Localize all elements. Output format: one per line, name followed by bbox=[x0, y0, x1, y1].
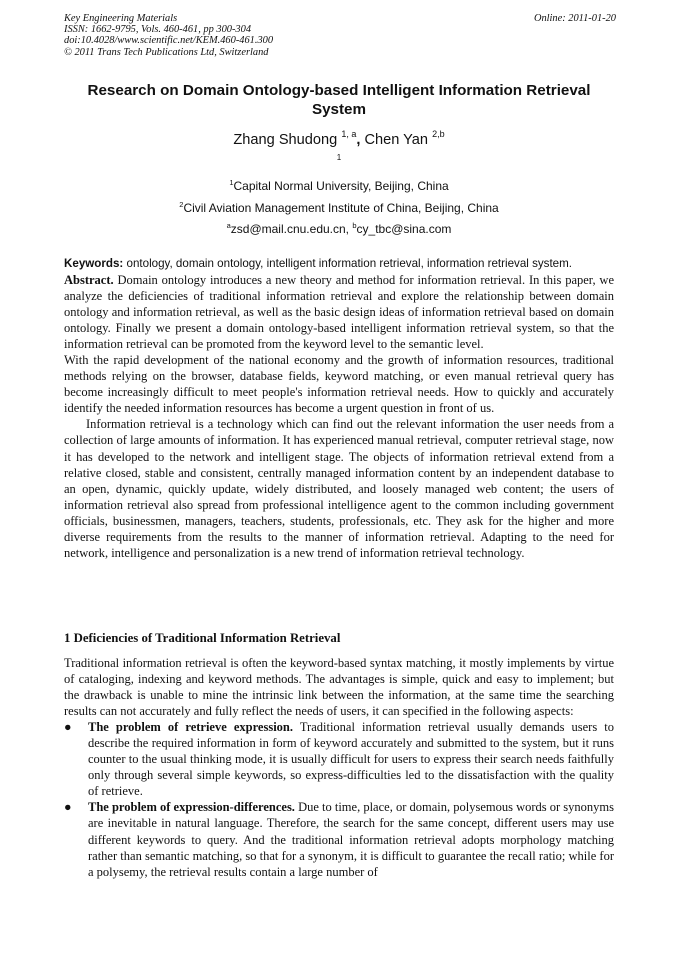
online-date: Online: 2011-01-20 bbox=[533, 13, 616, 24]
affiliation-2-mark: 2 bbox=[179, 200, 184, 209]
affiliation-1 bbox=[0, 179, 678, 193]
journal-name: Key Engineering Materials bbox=[64, 13, 178, 24]
email-b: cy_tbc@sina.com bbox=[356, 222, 452, 236]
copyright-line: © 2011 Trans Tech Publications Ltd, Switzerland bbox=[64, 46, 269, 58]
intro-paragraph-2: Information retrieval is a technology which can find out the relevant information the user needs from a collection of large amounts of information. It has experienced manual retrieval, computer retrieval stage, now it has developed to the network and intelligent stage. The objects of information retrieval extend from a relative closed, stable and consistent, centrally managed information content by an independent database to an open, dynamic, quickly update, widely distributed, and loosely managed web content; the users of information retrieval also spread from professional intelligence agent to the common including government officials, businessmen, managers, teachers, students, professionals, etc. They ask for the higher and more diverse requirements from the results to the manner of information retrieval. Adapting to the need for network, intelligence and personalization is a new trend of information retrieval technology. bbox=[64, 417, 614, 560]
list-item bbox=[64, 799, 614, 879]
section-1-paragraph: Traditional information retrieval is often the keyword-based syntax matching, it mostly implements by virtue of cataloging, indexing and keyword methods. The advantages is simple, quick and easy to implement; but the drawback is unable to mine the intrinsic link between the information, at the same time the searching results can not accurately and fully reflect the needs of users, it can specified in the following aspects: bbox=[64, 656, 614, 719]
journal-header bbox=[64, 13, 616, 58]
deficiency-list bbox=[64, 719, 614, 879]
abstract-text: Domain ontology introduces a new theory and method for information retrieval. In this paper, we analyze the deficiencies of traditional information retrieval and explore the relationship between domain ontology and information retrieval, as well as the basic design ideas of information retrieval based on domain ontology. Finally we present a domain ontology-based intelligent information retrieval system, so that the information retrieval can be promoted from the keyword level to the semantic level. bbox=[64, 273, 615, 352]
author-2: Chen Yan bbox=[364, 132, 429, 148]
section-1-body bbox=[64, 655, 614, 880]
affiliation-1-text: Capital Normal University, Beijing, China bbox=[233, 179, 449, 193]
affiliation-2-text: Civil Aviation Management Institute of China, Beijing, China bbox=[183, 201, 499, 215]
list-item-text: Traditional information retrieval usually demands users to describe the required information in form of keyword accurately and submitted to the system, but it runs counter to the usual thinking mode, it is usually difficult for users to express their search needs faithfully only through several simple keywords, so express-difficulties led to the dissatisfaction with the quality of retrieve. bbox=[88, 720, 614, 799]
list-item-text: Due to time, place, or domain, polysemous words or synonyms are inevitable in natural language. Therefore, the search for the same concept, different users may use different keywords to query. And the traditional information retrieval adopts morphology matching rather than semantic matching, so that for a synonym, it is difficult to guarantee the recall ratio; while for a polysemy, the retrieval results contain a large number of bbox=[88, 800, 614, 879]
intro-paragraph-1: With the rapid development of the national economy and the growth of information resources, traditional methods relying on the browser, database fields, keyword matching, or even manual retrieval query has become increasingly difficult to meet people's information retrieval needs. How to quickly and accurately identify the needed information resources has become a urgent question in front of us. bbox=[64, 353, 614, 416]
keywords-text: ontology, domain ontology, intelligent information retrieval, information retrieval system. bbox=[126, 257, 573, 270]
email-line bbox=[0, 222, 678, 236]
stray-superscript: 1 bbox=[336, 153, 342, 162]
author-1-superscript: 1, a bbox=[341, 129, 357, 139]
keywords bbox=[64, 256, 614, 272]
list-item-title: The problem of retrieve expression. bbox=[88, 720, 293, 735]
section-1-heading: 1 Deficiencies of Traditional Information Retrieval bbox=[64, 631, 341, 645]
author-separator: , bbox=[356, 132, 361, 148]
abstract-label: Abstract. bbox=[64, 273, 114, 287]
list-item bbox=[64, 719, 614, 799]
affiliation-1-mark: 1 bbox=[229, 178, 234, 187]
affiliation-2 bbox=[0, 201, 678, 215]
issn-line: ISSN: 1662-9795, Vols. 460-461, pp 300-304 bbox=[64, 24, 252, 36]
email-a-mark: a bbox=[226, 221, 231, 230]
bullet-icon: ● bbox=[64, 800, 72, 815]
body-block bbox=[64, 256, 614, 561]
email-a: zsd@mail.cnu.edu.cn, bbox=[230, 222, 353, 236]
author-2-superscript: 2,b bbox=[432, 129, 445, 139]
bullet-icon: ● bbox=[64, 720, 72, 735]
author-line bbox=[0, 130, 678, 150]
list-item-title: The problem of expression-differences. bbox=[88, 800, 295, 815]
keywords-label: Keywords: bbox=[64, 257, 124, 270]
author-1: Zhang Shudong bbox=[233, 132, 338, 148]
doi-line: doi:10.4028/www.scientific.net/KEM.460-461.300 bbox=[64, 35, 274, 47]
abstract bbox=[64, 272, 614, 352]
paper-title: Research on Domain Ontology-based Intelligent Information Retrieval System bbox=[87, 82, 591, 118]
email-b-mark: b bbox=[352, 221, 357, 230]
